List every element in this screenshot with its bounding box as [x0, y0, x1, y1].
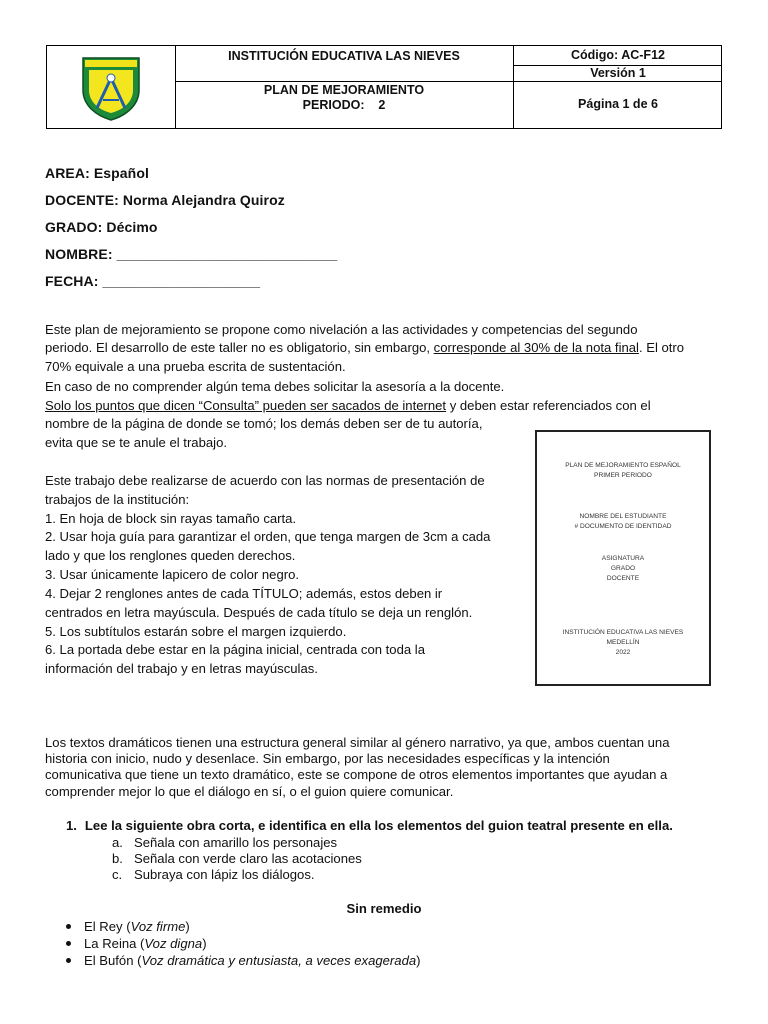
internet-rule-note: Solo los puntos que dicen “Consulta” pueden ser sacados de internet [45, 398, 447, 413]
cover-text: DOCENTE [606, 575, 640, 582]
norms-line: centrados en letra mayúscula. Después de cada título se deja un renglón. [45, 605, 473, 620]
drama-line: comunicativa que tiene un texto dramático, este se compone de otros elementos importantes que ayudan a [45, 767, 668, 782]
date-field: FECHA: ____________________ [45, 273, 261, 289]
norms-line: información del trabajo y en letras mayúsculas. [45, 661, 318, 676]
drama-line: historia con inicio, nudo y desenlace. Sin embargo, por las necesidades específicas y la intención [45, 751, 610, 766]
drama-line: comprender mejor lo que el diálogo en sí, o el guion quiere comunicar. [45, 784, 454, 799]
cover-text: GRADO [610, 565, 636, 572]
school-shield-logo [77, 54, 145, 122]
norms-item: 1. En hoja de block sin rayas tamaño carta. [45, 511, 297, 526]
teacher-field: DOCENTE: Norma Alejandra Quiroz [45, 192, 285, 208]
plan-title: PLAN DE MEJORAMIENTO [263, 83, 425, 97]
intro-line: nombre de la página de donde se tomó; los demás deben ser de tu autoría, [45, 416, 483, 431]
intro-line: evita que se te anule el trabajo. [45, 435, 227, 450]
play-title: Sin remedio [346, 901, 422, 916]
intro-line: Este plan de mejoramiento se propone como nivelación a las actividades y competencias del segundo [45, 322, 638, 337]
norms-line: lado y que los renglones queden derechos. [45, 548, 296, 563]
area-field: AREA: Español [45, 165, 149, 181]
activity-number: 1. [66, 818, 77, 833]
activity-item [66, 818, 673, 833]
intro-line: 70% equivale a una prueba escrita de sustentación. [45, 359, 346, 374]
norms-item: 6. La portada debe estar en la página inicial, centrada con toda la [45, 642, 425, 657]
bullet-icon [66, 924, 71, 929]
norms-item: 4. Dejar 2 renglones antes de cada TÍTULO; además, estos deben ir [45, 586, 443, 601]
activity-subitem: b. Señala con verde claro las acotaciones [112, 851, 362, 866]
cover-text: NOMBRE DEL ESTUDIANTE [579, 513, 667, 520]
cover-text: 2022 [615, 649, 631, 656]
period-label: PERIODO: 2 [302, 98, 386, 112]
norms-item: 2. Usar hoja guía para garantizar el orden, que tenga margen de 3cm a cada [45, 529, 491, 544]
activity-instruction: Lee la siguiente obra corta, e identifica en ella los elementos del guion teatral presente en ella. [84, 818, 673, 833]
document-code: Código: AC-F12 [571, 48, 665, 62]
page-number: Página 1 de 6 [578, 97, 658, 111]
document-header-table [46, 45, 722, 129]
intro-line: periodo. El desarrollo de este taller no es obligatorio, sin embargo, corresponde al 30% de la nota final. El otro [45, 340, 685, 355]
drama-line: Los textos dramáticos tienen una estructura general similar al género narrativo, ya que, ambos cuentan una [45, 735, 670, 750]
cover-text: ASIGNATURA [601, 555, 645, 562]
character-list-item: El Rey (Voz firme) [66, 919, 190, 934]
grade-weight-note: corresponde al 30% de la nota final [433, 340, 639, 355]
cover-text: MEDELLÍN [606, 639, 640, 646]
cover-page-example [535, 430, 711, 686]
character-list-item: El Bufón (Voz dramática y entusiasta, a veces exagerada) [66, 953, 421, 968]
cover-text: PRIMER PERIODO [594, 472, 652, 479]
bullet-icon [66, 958, 71, 963]
intro-line: En caso de no comprender algún tema debes solicitar la asesoría a la docente. [45, 379, 505, 394]
institution-name: INSTITUCIÓN EDUCATIVA LAS NIEVES [228, 49, 460, 63]
cover-text: INSTITUCIÓN EDUCATIVA LAS NIEVES [562, 629, 684, 636]
norms-item: 5. Los subtítulos estarán sobre el margen izquierdo. [45, 624, 347, 639]
grade-field: GRADO: Décimo [45, 219, 158, 235]
norms-line: Este trabajo debe realizarse de acuerdo con las normas de presentación de [45, 473, 485, 488]
student-name-field: NOMBRE: ____________________________ [45, 246, 338, 262]
document-version: Versión 1 [590, 66, 646, 80]
bullet-icon [66, 941, 71, 946]
cover-text: PLAN DE MEJORAMIENTO ESPAÑOL [565, 462, 681, 469]
cover-text: # DOCUMENTO DE IDENTIDAD [574, 523, 672, 530]
activity-subitem: a. Señala con amarillo los personajes [112, 835, 338, 850]
character-list-item: La Reina (Voz digna) [66, 936, 207, 951]
norms-line: trabajos de la institución: [45, 492, 190, 507]
intro-line: Solo los puntos que dicen “Consulta” pueden ser sacados de internet y deben estar referenciados con el [45, 398, 651, 413]
activity-subitem: c. Subraya con lápiz los diálogos. [112, 867, 315, 882]
norms-item: 3. Usar únicamente lapicero de color negro. [45, 567, 300, 582]
